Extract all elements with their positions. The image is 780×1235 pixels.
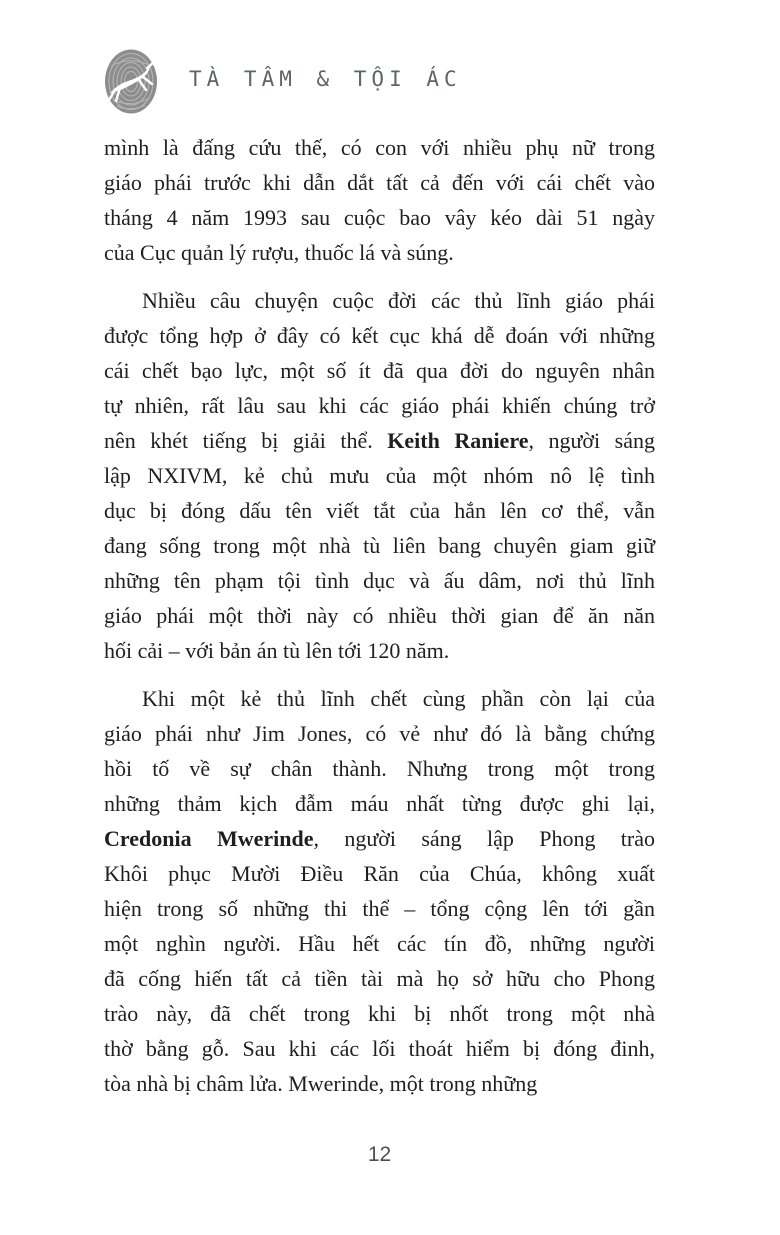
text-segment: hiện trong số những thi thể – tổng cộng lên tới gần (104, 896, 655, 921)
text-line (104, 235, 655, 270)
text-segment: Khôi phục Mười Điều Răn của Chúa, không xuất (104, 861, 655, 886)
text-line (104, 681, 655, 716)
text-segment: hối cải – với bản án tù lên tới 120 năm. (104, 638, 450, 663)
bold-name-text: Credonia Mwerinde (104, 826, 314, 851)
text-segment: tự nhiên, rất lâu sau khi các giáo phái khiến chúng trở (104, 393, 655, 418)
text-segment: mình là đấng cứu thế, có con với nhiều phụ nữ trong (104, 135, 655, 160)
body-text (104, 130, 655, 1101)
text-segment: giáo phái như Jim Jones, có vẻ như đó là bằng chứng (104, 721, 655, 746)
text-segment: Khi một kẻ thủ lĩnh chết cùng phần còn lại của (142, 686, 655, 711)
text-line (104, 821, 655, 856)
text-line (104, 751, 655, 786)
text-segment: dục bị đóng dấu tên viết tắt của hắn lên cơ thể, vẫn (104, 498, 655, 523)
text-segment: giáo phái một thời này có nhiều thời gian để ăn năn (104, 603, 655, 628)
text-line (104, 961, 655, 996)
text-segment: hồi tố về sự chân thành. Nhưng trong một trong (104, 756, 655, 781)
text-line (104, 165, 655, 200)
text-segment: giáo phái trước khi dẫn dắt tất cả đến với cái chết vào (104, 170, 655, 195)
text-line (104, 528, 655, 563)
text-line (104, 786, 655, 821)
text-segment: nên khét tiếng bị giải thể. (104, 428, 388, 453)
text-line (104, 353, 655, 388)
page-number: 12 (367, 1143, 392, 1166)
text-line (104, 130, 655, 165)
text-segment: cái chết bạo lực, một số ít đã qua đời do nguyên nhân (104, 358, 655, 383)
text-segment: Nhiều câu chuyện cuộc đời các thủ lĩnh giáo phái (142, 288, 655, 313)
text-line (104, 891, 655, 926)
text-line (104, 458, 655, 493)
text-line (104, 856, 655, 891)
text-line (104, 388, 655, 423)
text-segment: đã cống hiến tất cả tiền tài mà họ sở hữu cho Phong (104, 966, 655, 991)
text-segment: thờ bằng gỗ. Sau khi các lối thoát hiểm bị đóng đinh, (104, 1036, 655, 1061)
paragraph (104, 283, 655, 668)
text-line (104, 1066, 655, 1101)
text-segment: được tổng hợp ở đây có kết cục khá dễ đoán với những (104, 323, 655, 348)
bold-name-text: Keith Raniere (387, 428, 529, 453)
text-line (104, 716, 655, 751)
text-segment: lập NXIVM, kẻ chủ mưu của một nhóm nô lệ tình (104, 463, 655, 488)
text-segment: tòa nhà bị châm lửa. Mwerinde, một trong những (104, 1071, 538, 1096)
text-segment: những thảm kịch đẫm máu nhất từng được ghi lại, (104, 791, 655, 816)
text-segment: trào này, đã chết trong khi bị nhốt trong một nhà (104, 1001, 655, 1026)
text-line (104, 318, 655, 353)
text-segment: một nghìn người. Hầu hết các tín đồ, những người (104, 931, 655, 956)
text-line (104, 633, 655, 668)
text-segment: những tên phạm tội tình dục và ấu dâm, nơi thủ lĩnh (104, 568, 655, 593)
text-line (104, 423, 655, 458)
text-segment: đang sống trong một nhà tù liên bang chuyên giam giữ (104, 533, 655, 558)
text-line (104, 1031, 655, 1066)
text-segment: của Cục quản lý rượu, thuốc lá và súng. (104, 240, 454, 265)
paragraph (104, 681, 655, 1101)
paragraph (104, 130, 655, 270)
page-footer (104, 1143, 655, 1167)
fingerprint-gazelle-logo (103, 48, 159, 115)
text-line (104, 563, 655, 598)
page-header (103, 48, 462, 115)
text-line (104, 493, 655, 528)
text-segment: , người sáng (528, 428, 656, 453)
text-segment: , người sáng lập Phong trào (313, 826, 656, 851)
text-line (104, 283, 655, 318)
text-segment: tháng 4 năm 1993 sau cuộc bao vây kéo dài 51 ngày (104, 205, 655, 230)
text-line (104, 598, 655, 633)
text-line (104, 200, 655, 235)
text-line (104, 926, 655, 961)
text-line (104, 996, 655, 1031)
book-title-header: TÀ TÂM & TỘI ÁC (189, 66, 462, 91)
